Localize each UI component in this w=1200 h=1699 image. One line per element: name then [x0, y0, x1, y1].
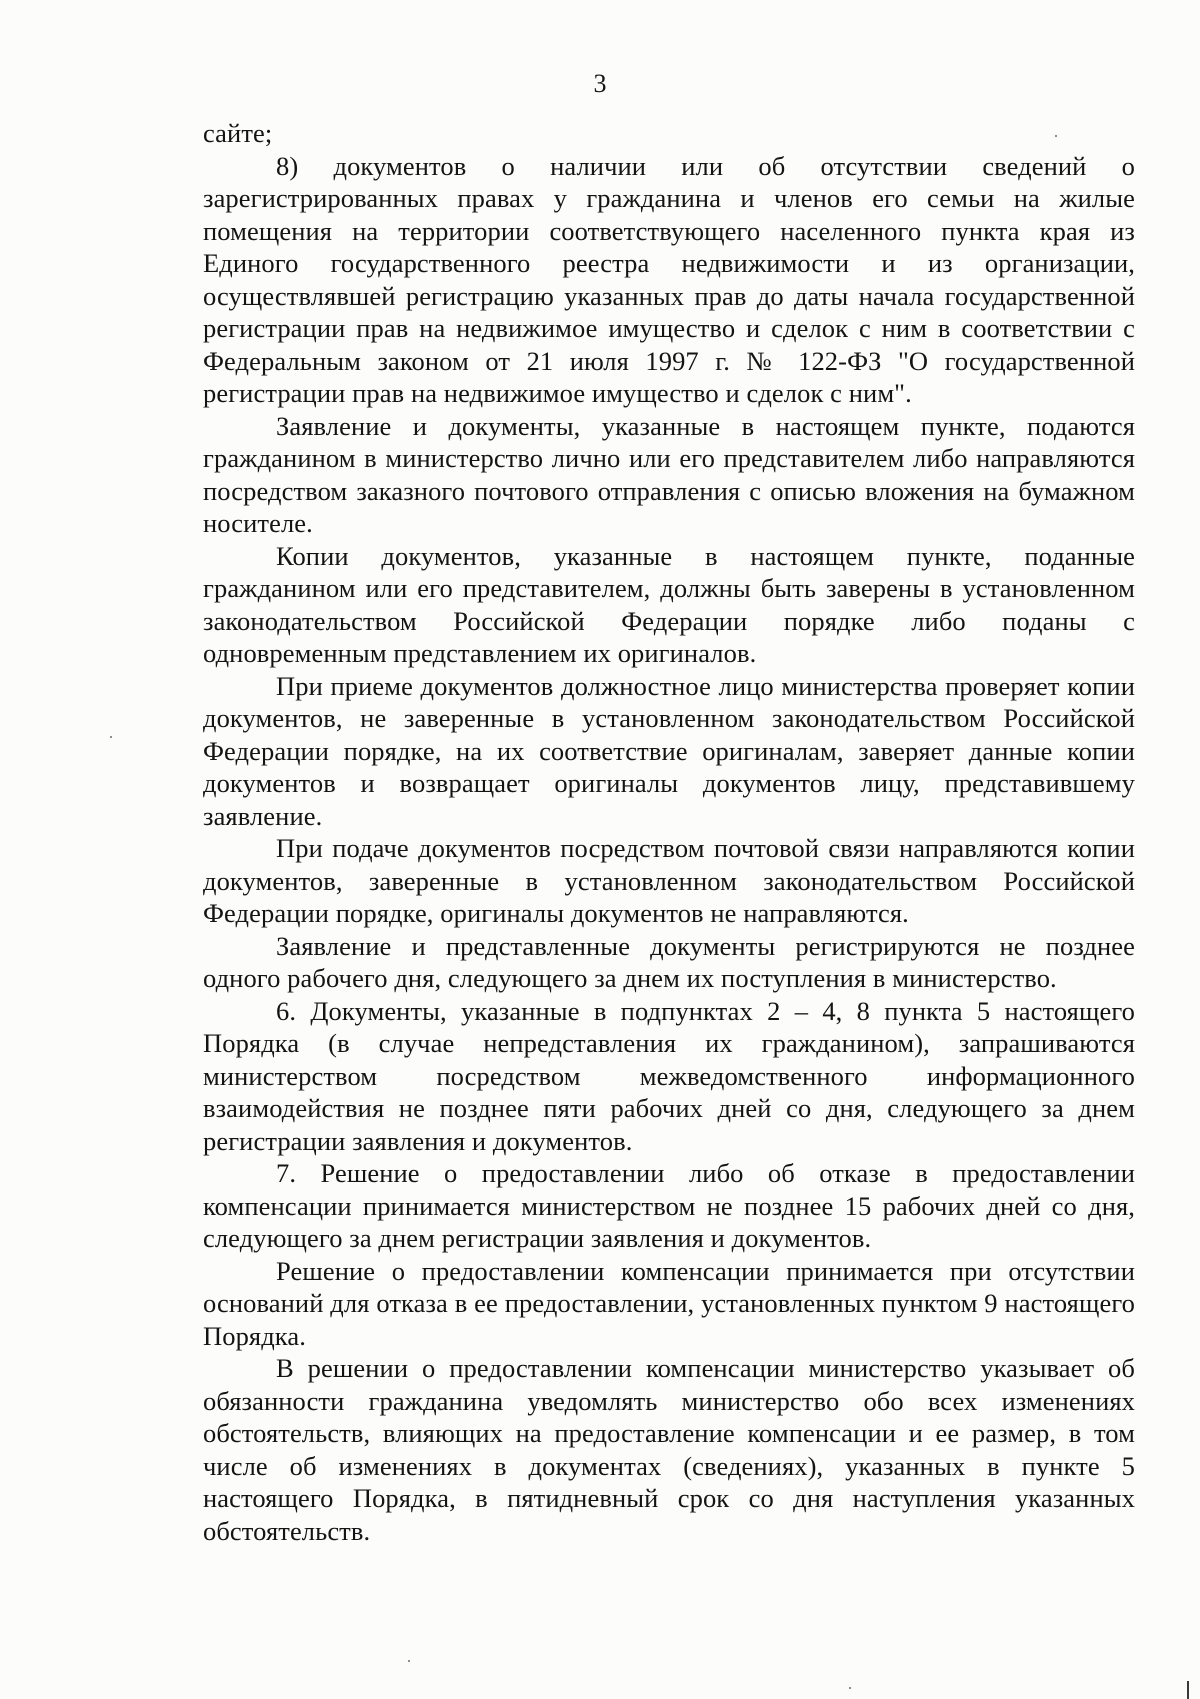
scan-speck [408, 1660, 410, 1662]
document-body [203, 117, 1135, 1547]
paragraph-decision: Решение о предоставлении компенсации принимается при отсутствии оснований для отказа в ее предоставлении, установленных пунктом 9 настоящего Порядка. [203, 1255, 1135, 1351]
paragraph-continuation: сайте; [203, 118, 273, 148]
paragraph-copies: Копии документов, указанные в настоящем пункте, поданные гражданином или его представителем, должны быть заверены в установленном законодательством Российской Федерации порядке либо поданы с одновременным представлением их оригиналов. [203, 540, 1135, 668]
scan-speck [110, 736, 112, 738]
paragraph-item-8: 8) документов о наличии или об отсутствии сведений о зарегистрированных правах у гражданина и членов его семьи на жилые помещения на территории соответствующего населенного пункта края из Единого государственного реестра недвижимости и из организации, осуществлявшей регистрацию указанных прав до даты начала государственной регистрации прав на недвижимое имущество и сделок с ним в соответствии с Федеральным законом от 21 июля 1997 г. № 122-ФЗ "О государственной регистрации прав на недвижимое имущество и сделок с ним". [203, 150, 1135, 408]
paragraph-reception: При приеме документов должностное лицо министерства проверяет копии документов, не заверенные в установленном законодательством Российской Федерации порядке, на их соответствие оригиналам, заверяет данные копии документов и возвращает оригиналы документов лицу, представившему заявление. [203, 670, 1135, 831]
scan-speck [849, 1687, 851, 1689]
paragraph-section-7: 7. Решение о предоставлении либо об отказе в предоставлении компенсации принимается министерством не позднее 15 рабочих дней со дня, следующего за днем регистрации заявления и документов. [203, 1158, 1135, 1253]
scan-speck [1055, 135, 1057, 137]
paragraph-submission: Заявление и документы, указанные в настоящем пункте, подаются гражданином в министерство лично или его представителем либо направляются посредством заказного почтового отправления с описью вложения на бумажном носителе. [203, 410, 1135, 538]
paragraph-registration: Заявление и представленные документы регистрируются не позднее одного рабочего дня, следующего за днем их поступления в министерство. [203, 930, 1135, 993]
page-number: 3 [593, 69, 607, 98]
paragraph-postal: При подаче документов посредством почтовой связи направляются копии документов, заверенные в установленном законодательством Российской Федерации порядке, оригиналы документов не направляются. [203, 833, 1135, 928]
paragraph-section-6: 6. Документы, указанные в подпунктах 2 – 4, 8 пункта 5 настоящего Порядка (в случае непредставления их гражданином), запрашиваются министерством посредством межведомственного информационного взаимодействия не позднее пяти рабочих дней со дня, следующего за днем регистрации заявления и документов. [203, 995, 1135, 1156]
scan-edge-mark [1187, 1681, 1189, 1699]
paragraph-obligations: В решении о предоставлении компенсации министерство указывает об обязанности гражданина уведомлять министерство обо всех изменениях обстоятельств, влияющих на предоставление компенсации и ее размер, в том числе об изменениях в документах (сведениях), указанных в пункте 5 настоящего Порядка, в пятидневный срок со дня наступления указанных обстоятельств. [203, 1353, 1135, 1546]
